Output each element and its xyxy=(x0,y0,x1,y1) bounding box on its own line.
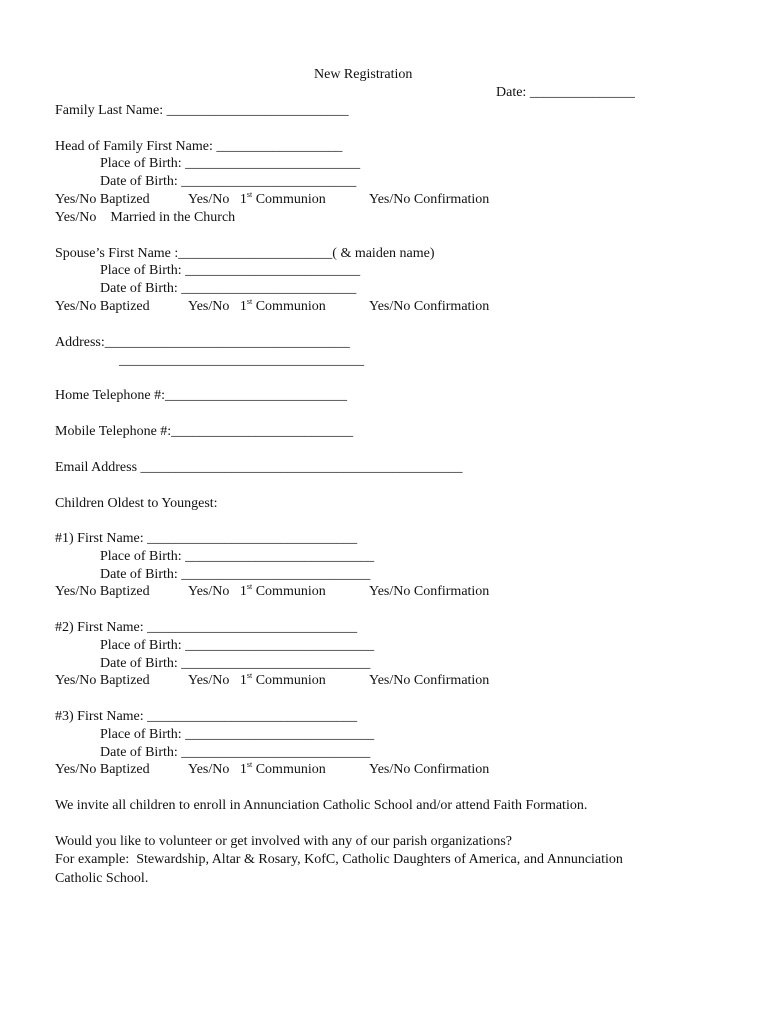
volunteer-question: Would you like to volunteer or get involved with any of our parish organizations? xyxy=(55,834,513,849)
ordinal-suffix: st xyxy=(246,297,253,306)
spouse-baptized-option[interactable]: Yes/No Baptized xyxy=(55,299,150,314)
address-line-1-field[interactable]: Address:___________________________________ xyxy=(55,335,350,350)
spouse-confirmation-option[interactable]: Yes/No Confirmation xyxy=(369,299,490,314)
home-telephone-field[interactable]: Home Telephone #:__________________________ xyxy=(55,388,347,403)
head-first-name-field[interactable]: Head of Family First Name: __________________ xyxy=(55,139,343,154)
spouse-place-of-birth-field[interactable]: Place of Birth: _________________________ xyxy=(100,263,361,278)
child-2-place-of-birth-field[interactable]: Place of Birth: ___________________________ xyxy=(100,638,375,653)
child-1-confirmation-option[interactable]: Yes/No Confirmation xyxy=(369,584,490,599)
communion-label: Yes/No 1 xyxy=(188,584,247,599)
children-heading: Children Oldest to Youngest: xyxy=(55,496,218,511)
communion-word: Communion xyxy=(252,673,326,688)
child-2-confirmation-option[interactable]: Yes/No Confirmation xyxy=(369,673,490,688)
date-field[interactable]: Date: _______________ xyxy=(496,85,635,100)
child-1-baptized-option[interactable]: Yes/No Baptized xyxy=(55,584,150,599)
ordinal-suffix: st xyxy=(246,582,253,591)
email-field[interactable]: Email Address ______________________________________________ xyxy=(55,460,463,475)
child-3-first-name-field[interactable]: #3) First Name: ______________________________ xyxy=(55,709,358,724)
address-line-2-field[interactable]: ___________________________________ xyxy=(119,353,364,368)
head-confirmation-option[interactable]: Yes/No Confirmation xyxy=(369,192,490,207)
ordinal-suffix: st xyxy=(246,760,253,769)
ordinal-suffix: st xyxy=(246,671,253,680)
spouse-first-name-field[interactable]: Spouse’s First Name :______________________( & maiden name) xyxy=(55,246,435,261)
child-3-confirmation-option[interactable]: Yes/No Confirmation xyxy=(369,762,490,777)
communion-label: Yes/No 1 xyxy=(188,192,247,207)
volunteer-examples-continued: Catholic School. xyxy=(55,871,149,886)
head-communion-option[interactable] xyxy=(188,191,326,209)
child-1-date-of-birth-field[interactable]: Date of Birth: ___________________________ xyxy=(100,567,371,582)
communion-word: Communion xyxy=(252,584,326,599)
communion-label: Yes/No 1 xyxy=(188,299,247,314)
child-1-communion-option[interactable] xyxy=(188,583,326,601)
head-date-of-birth-field[interactable]: Date of Birth: _________________________ xyxy=(100,174,357,189)
head-place-of-birth-field[interactable]: Place of Birth: _________________________ xyxy=(100,156,361,171)
child-2-first-name-field[interactable]: #2) First Name: ______________________________ xyxy=(55,620,358,635)
head-married-option[interactable]: Yes/No Married in the Church xyxy=(55,210,236,225)
child-3-communion-option[interactable] xyxy=(188,761,326,779)
child-1-place-of-birth-field[interactable]: Place of Birth: ___________________________ xyxy=(100,549,375,564)
child-2-date-of-birth-field[interactable]: Date of Birth: ___________________________ xyxy=(100,656,371,671)
child-2-baptized-option[interactable]: Yes/No Baptized xyxy=(55,673,150,688)
child-3-baptized-option[interactable]: Yes/No Baptized xyxy=(55,762,150,777)
form-title: New Registration xyxy=(314,67,413,82)
communion-word: Communion xyxy=(252,762,326,777)
family-last-name-field[interactable]: Family Last Name: __________________________ xyxy=(55,103,349,118)
mobile-telephone-field[interactable]: Mobile Telephone #:__________________________ xyxy=(55,424,354,439)
communion-word: Communion xyxy=(252,299,326,314)
communion-word: Communion xyxy=(252,192,326,207)
communion-label: Yes/No 1 xyxy=(188,673,247,688)
child-2-communion-option[interactable] xyxy=(188,672,326,690)
head-baptized-option[interactable]: Yes/No Baptized xyxy=(55,192,150,207)
communion-label: Yes/No 1 xyxy=(188,762,247,777)
child-1-first-name-field[interactable]: #1) First Name: ______________________________ xyxy=(55,531,358,546)
ordinal-suffix: st xyxy=(246,190,253,199)
spouse-communion-option[interactable] xyxy=(188,298,326,316)
child-3-place-of-birth-field[interactable]: Place of Birth: ___________________________ xyxy=(100,727,375,742)
spouse-date-of-birth-field[interactable]: Date of Birth: _________________________ xyxy=(100,281,357,296)
child-3-date-of-birth-field[interactable]: Date of Birth: ___________________________ xyxy=(100,745,371,760)
invite-text: We invite all children to enroll in Annunciation Catholic School and/or attend Faith Formation. xyxy=(55,798,588,813)
volunteer-examples: For example: Stewardship, Altar & Rosary, KofC, Catholic Daughters of America, and Annunciation xyxy=(55,852,623,867)
